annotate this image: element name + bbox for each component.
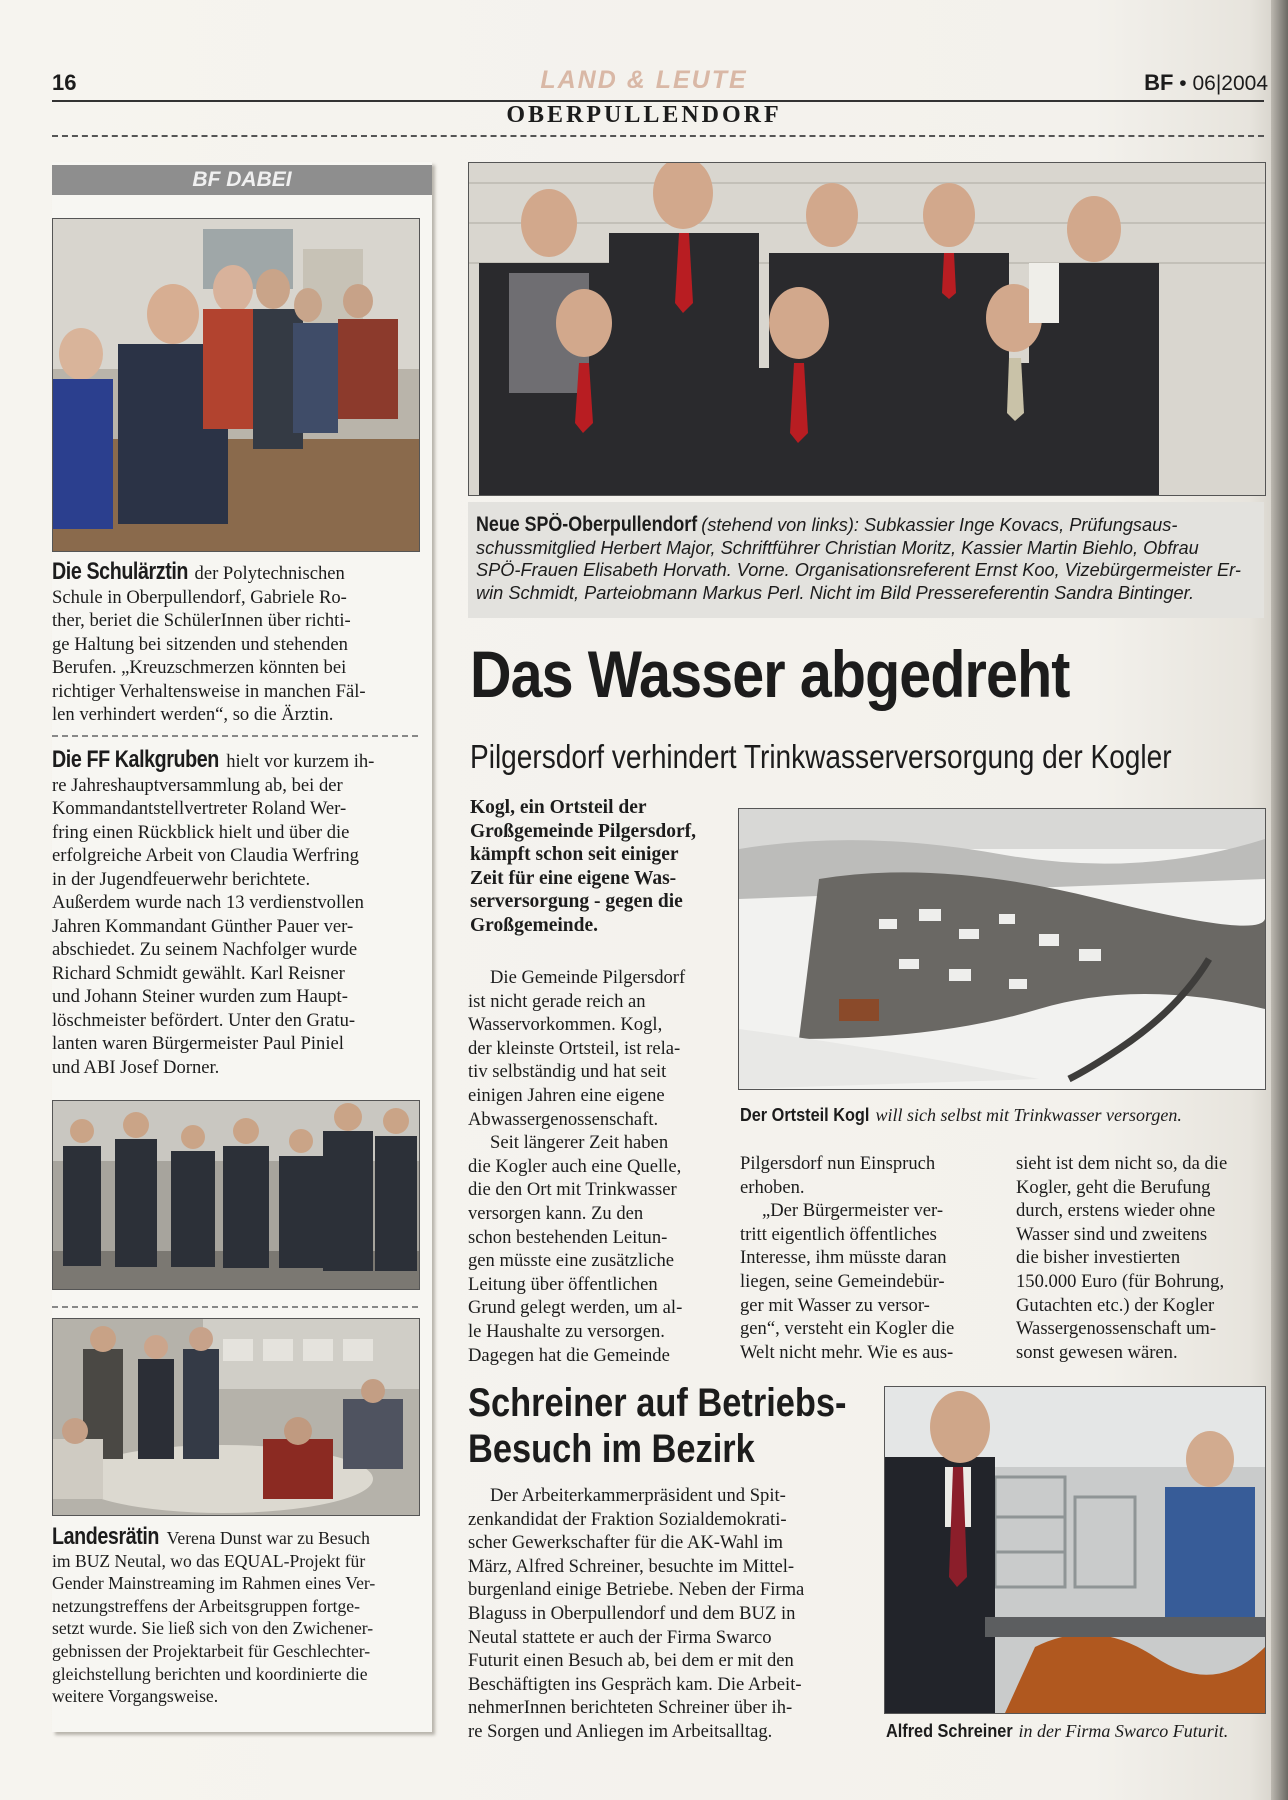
article2-headline bbox=[468, 1380, 847, 1472]
story-fire-brigade-line: hielt vor kurzem ih- bbox=[226, 751, 375, 772]
meeting-photo bbox=[52, 1318, 420, 1516]
article2-body-line: Der Arbeiterkammerpräsident und Spit- bbox=[490, 1485, 786, 1506]
article-subheadline: Pilgersdorf verhindert Trinkwasserversorgung der Kogler bbox=[470, 738, 1172, 775]
article-column-line: Welt nicht mehr. Wie es aus- bbox=[740, 1341, 954, 1363]
group-photo-caption-line: (stehend von links): Subkassier Inge Kovacs, Prüfungsaus- bbox=[696, 515, 1178, 535]
article-column-line: tiv selbständig und hat seit bbox=[468, 1061, 667, 1083]
article-column-line: versorgen kann. Zu den bbox=[468, 1202, 644, 1224]
story-state-councillor-line: netzungstreffens der Arbeitsgruppen fortge- bbox=[52, 1595, 360, 1616]
article-column-line: Interesse, ihm müsste daran bbox=[740, 1247, 947, 1269]
article-column-line: der kleinste Ortsteil, ist rela- bbox=[468, 1037, 681, 1059]
story-fire-brigade-line: und Johann Steiner wurden zum Haupt- bbox=[52, 986, 348, 1007]
article-column-line: Leitung über öffentlichen bbox=[468, 1273, 658, 1295]
article-column-line: liegen, seine Gemeindebür- bbox=[740, 1270, 945, 1292]
article-intro-line: Großgemeinde Pilgersdorf, bbox=[470, 820, 697, 842]
article-column-line: sieht ist dem nicht so, da die bbox=[1016, 1153, 1228, 1174]
story-school-doctor-line: len verhindert werden“, so die Ärztin. bbox=[52, 704, 334, 725]
sidebar-divider bbox=[52, 735, 418, 737]
article-column-line: Abwassergenossenschaft. bbox=[468, 1108, 659, 1130]
article-column-line: Kogler, geht die Berufung bbox=[1016, 1176, 1211, 1198]
article-column-line: gen“, versteht ein Kogler die bbox=[740, 1318, 955, 1340]
article-column-line: durch, erstens wieder ohne bbox=[1016, 1200, 1216, 1222]
article-column-2 bbox=[740, 1152, 988, 1364]
sidebar-badge: BF DABEI bbox=[52, 165, 432, 195]
article2-body-line: scher Gewerkschafter für die AK-Wahl im bbox=[468, 1532, 783, 1554]
publication-name: BF bbox=[1144, 70, 1174, 95]
story-school-doctor-line: Berufen. „Kreuzschmerzen könnten bei bbox=[52, 657, 347, 678]
story-fire-brigade-line: abschiedet. Zu seinem Nachfolger wurde bbox=[52, 939, 358, 960]
firefighters-photo-image bbox=[53, 1101, 419, 1289]
article-intro-line: serversorgung - gegen die bbox=[470, 891, 683, 912]
story-fire-brigade-line: lanten waren Bürgermeister Paul Piniel bbox=[52, 1033, 344, 1054]
article-intro-line: Kogl, ein Ortsteil der bbox=[470, 797, 647, 818]
story-fire-brigade-line: in der Jugendfeuerwehr berichtete. bbox=[52, 868, 311, 890]
article-column-line: Wasservorkommen. Kogl, bbox=[468, 1014, 663, 1036]
article-intro-line: Zeit für eine eigene Was- bbox=[470, 867, 677, 889]
article-column-line: sonst gewesen wären. bbox=[1016, 1341, 1178, 1363]
story-fire-brigade-line: löschmeister befördert. Unter den Gratu- bbox=[52, 1009, 356, 1031]
article2-body-line: Blaguss in Oberpullendorf und dem BUZ in bbox=[468, 1602, 796, 1624]
firefighters-photo bbox=[52, 1100, 420, 1290]
article2-body bbox=[468, 1484, 856, 1744]
article-column-line: „Der Bürgermeister ver- bbox=[762, 1200, 944, 1222]
article-intro bbox=[470, 796, 716, 937]
group-photo bbox=[468, 162, 1266, 496]
students-photo bbox=[52, 218, 420, 552]
story-school-doctor-line: Schule in Oberpullendorf, Gabriele Ro- bbox=[52, 586, 347, 608]
article2-body-line: Futurit einen Besuch ab, bei dem er mit den bbox=[468, 1650, 794, 1672]
story-school-doctor-line: richtiger Verhaltensweise in manchen Fäl- bbox=[52, 680, 366, 702]
village-photo-caption-rest: will sich selbst mit Trinkwasser versorgen. bbox=[871, 1105, 1182, 1125]
article2-body-line: Beschäftigten ins Gespräch kam. Die Arbeit- bbox=[468, 1673, 802, 1695]
group-photo-caption-line: schussmitglied Herbert Major, Schriftführer Christian Moritz, Kassier Martin Biehlo, Obfrau bbox=[476, 537, 1199, 558]
story-school-doctor-line: ge Haltung bei sitzenden und stehenden bbox=[52, 633, 348, 655]
story-fire-brigade bbox=[52, 748, 424, 1079]
village-photo-caption-lead: Der Ortsteil Kogl bbox=[740, 1104, 870, 1125]
story-fire-brigade-line: Richard Schmidt gewählt. Karl Reisner bbox=[52, 962, 345, 984]
story-school-doctor-line: der Polytechnischen bbox=[194, 563, 345, 584]
article-headline: Das Wasser abgedreht bbox=[470, 637, 1070, 711]
article2-body-line: nehmerInnen berichteten Schreiner über ih- bbox=[468, 1697, 793, 1719]
story-fire-brigade-line: Außerdem wurde nach 13 verdienstvollen bbox=[52, 892, 364, 913]
article-column-line: ist nicht gerade reich an bbox=[468, 990, 646, 1012]
group-photo-caption-lead: Neue SPÖ-Oberpullendorf bbox=[476, 513, 698, 536]
story-school-doctor-lead: Die Schulärztin bbox=[52, 558, 189, 585]
story-state-councillor-line: gebnissen der Projektarbeit für Geschlechter- bbox=[52, 1640, 371, 1661]
article2-body-line: re Sorgen und Anliegen im Arbeitsalltag. bbox=[468, 1720, 773, 1742]
article-column-line: Die Gemeinde Pilgersdorf bbox=[490, 967, 686, 988]
factory-photo-caption-lead: Alfred Schreiner bbox=[886, 1720, 1013, 1741]
group-photo-caption-line: win Schmidt, Parteiobmann Markus Perl. Nicht im Bild Pressereferentin Sandra Bintinger. bbox=[476, 582, 1195, 603]
story-fire-brigade-line: erfolgreiche Arbeit von Claudia Werfring bbox=[52, 845, 359, 866]
article-column-line: Dagegen hat die Gemeinde bbox=[468, 1344, 670, 1366]
article-column-1 bbox=[468, 966, 714, 1367]
group-photo-image bbox=[469, 163, 1265, 495]
factory-photo-image bbox=[885, 1387, 1265, 1713]
story-state-councillor-line: Gender Mainstreaming im Rahmen eines Ver- bbox=[52, 1573, 376, 1594]
village-photo bbox=[738, 808, 1266, 1090]
article-column-line: die Kogler auch eine Quelle, bbox=[468, 1155, 682, 1177]
header-dash-rule bbox=[52, 135, 1264, 137]
masthead-issue bbox=[1144, 70, 1268, 96]
article-column-line: Grund gelegt werden, um al- bbox=[468, 1297, 683, 1319]
story-fire-brigade-line: Jahren Kommandant Günther Pauer ver- bbox=[52, 915, 354, 937]
story-fire-brigade-line: und ABI Josef Dorner. bbox=[52, 1056, 220, 1078]
article-column-line: le Haushalte zu versorgen. bbox=[468, 1320, 665, 1342]
story-state-councillor-line: gleichstellung berichten und koordinierte die bbox=[52, 1663, 368, 1684]
village-photo-image bbox=[739, 809, 1265, 1089]
article-intro-line: Großgemeinde. bbox=[470, 914, 599, 936]
story-state-councillor bbox=[52, 1523, 424, 1708]
article2-headline-line: Schreiner auf Betriebs- bbox=[468, 1381, 847, 1425]
separator-dot: • bbox=[1179, 72, 1193, 95]
article2-body-line: März, Alfred Schreiner, besuchte im Mittel- bbox=[468, 1555, 795, 1577]
story-fire-brigade-line: Kommandantstellvertreter Roland Wer- bbox=[52, 798, 347, 819]
factory-photo-caption-rest: in der Firma Swarco Futurit. bbox=[1013, 1721, 1229, 1741]
meeting-photo-image bbox=[53, 1319, 419, 1515]
factory-photo bbox=[884, 1386, 1266, 1714]
article2-body-line: burgenland einige Betriebe. Neben der Firma bbox=[468, 1579, 805, 1601]
page-number: 16 bbox=[52, 70, 77, 95]
page-binding-edge bbox=[1271, 0, 1288, 1800]
article-column-line: die bisher investierten bbox=[1016, 1247, 1181, 1269]
article-column-line: schon bestehenden Leitun- bbox=[468, 1226, 668, 1248]
article-column-line: Gutachten etc.) der Kogler bbox=[1016, 1294, 1215, 1316]
article2-body-line: Neutal stattete er auch der Firma Swarco bbox=[468, 1626, 772, 1648]
story-state-councillor-line: setzt wurde. Sie ließ sich von den Zwichener- bbox=[52, 1618, 374, 1639]
article2-body-line: zenkandidat der Fraktion Sozialdemokrati- bbox=[468, 1508, 787, 1530]
article-column-line: Wassergenossenschaft um- bbox=[1016, 1318, 1217, 1340]
article-column-line: 150.000 Euro (für Bohrung, bbox=[1016, 1270, 1225, 1292]
article-column-line: Seit längerer Zeit haben bbox=[490, 1132, 669, 1154]
article-column-line: ger mit Wasser zu versor- bbox=[740, 1294, 930, 1316]
locality-heading: OBERPULLENDORF bbox=[506, 102, 782, 128]
story-state-councillor-line: im BUZ Neutal, wo das EQUAL-Projekt für bbox=[52, 1550, 366, 1571]
article-column-line: einigen Jahren eine eigene bbox=[468, 1084, 665, 1106]
group-photo-caption bbox=[476, 514, 1260, 604]
article-column-line: gen müsste eine zusätzliche bbox=[468, 1250, 675, 1272]
village-photo-caption bbox=[740, 1104, 1198, 1126]
article-column-line: tritt eigentlich öffentliches bbox=[740, 1223, 937, 1245]
article-column-line: Wasser sind und zweitens bbox=[1016, 1223, 1208, 1245]
factory-photo-caption bbox=[886, 1720, 1244, 1742]
story-school-doctor-line: ther, beriet die SchülerInnen über richti- bbox=[52, 610, 351, 631]
story-fire-brigade-lead: Die FF Kalkgruben bbox=[52, 746, 219, 773]
article-column-3 bbox=[1016, 1152, 1264, 1364]
story-fire-brigade-line: fring einen Rückblick hielt und über die bbox=[52, 821, 350, 843]
article-intro-line: kämpft schon seit einiger bbox=[470, 844, 679, 865]
article2-headline-line: Besuch im Bezirk bbox=[468, 1427, 755, 1471]
article-column-line: Pilgersdorf nun Einspruch bbox=[740, 1153, 936, 1174]
story-school-doctor bbox=[52, 560, 424, 727]
students-photo-image bbox=[53, 219, 419, 551]
story-state-councillor-line: Verena Dunst war zu Besuch bbox=[166, 1528, 370, 1548]
sidebar-divider bbox=[52, 1306, 418, 1308]
story-fire-brigade-line: re Jahreshauptversammlung ab, bei der bbox=[52, 774, 343, 796]
article-column-line: die den Ort mit Trinkwasser bbox=[468, 1179, 677, 1201]
group-photo-caption-line: SPÖ-Frauen Elisabeth Horvath. Vorne. Organisationsreferent Ernst Koo, Vizebürgermeister Er- bbox=[476, 560, 1241, 581]
section-title: LAND & LEUTE bbox=[540, 66, 748, 94]
issue-number: 06|2004 bbox=[1192, 72, 1268, 95]
story-state-councillor-lead: Landesrätin bbox=[52, 1523, 160, 1550]
article-column-line: erhoben. bbox=[740, 1176, 805, 1198]
story-state-councillor-line: weitere Vorgangsweise. bbox=[52, 1686, 219, 1707]
